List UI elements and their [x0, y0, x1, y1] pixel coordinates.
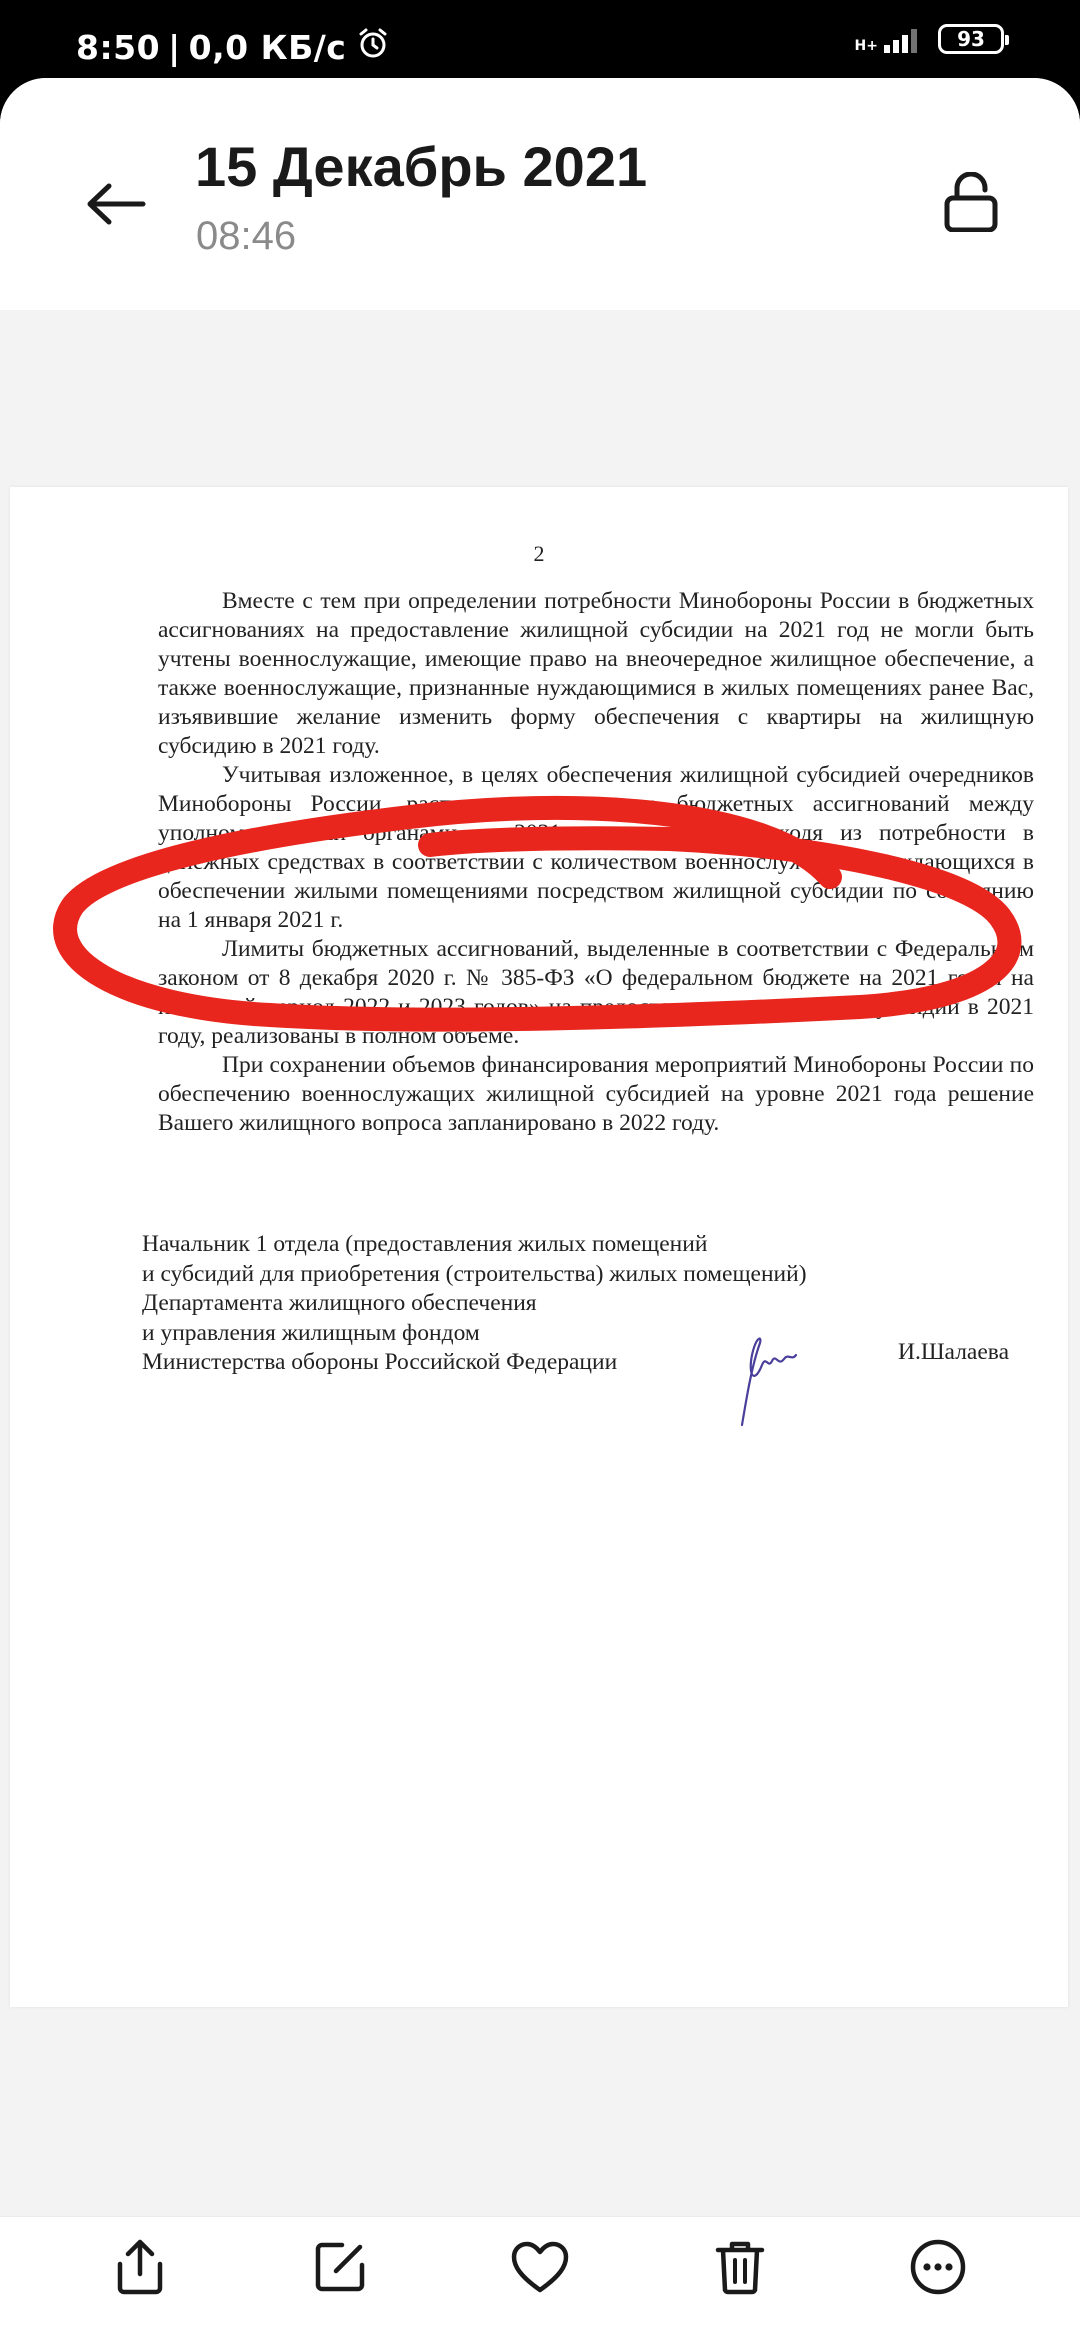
document-content: [10, 487, 1068, 2007]
unlock-icon: [943, 172, 999, 232]
page-title: 15 Декабрь 2021: [195, 135, 648, 198]
more-icon: [908, 2237, 968, 2297]
status-bar: [0, 0, 1080, 80]
status-left: [76, 26, 390, 68]
back-button[interactable]: [80, 168, 152, 240]
status-net-speed: 0,0 КБ/с: [188, 27, 347, 67]
status-separator: |: [168, 27, 181, 67]
paragraph: Лимиты бюджетных ассигнований, выделенные в соответствии с Федеральным законом от 8 декабря 2020 г. № 385-ФЗ «О федеральном бюджете на 2021 год и на плановый период 2022 и 2023 годов» на предоставление жилищных субсидий в 2021 году, реализованы в полном объеме.: [158, 936, 1034, 1049]
alarm-icon: [356, 26, 390, 68]
network-type: H+: [854, 38, 878, 54]
signature-line: и субсидий для приобретения (строительства) жилых помещений): [142, 1260, 807, 1287]
handwritten-signature: [722, 1325, 812, 1435]
back-arrow-icon: [85, 182, 147, 226]
document-page[interactable]: [10, 487, 1068, 2007]
paragraph: Учитывая изложенное, в целях обеспечения жилищной субсидией очередников Минобороны России, распределение лимитов бюджетных ассигнований между уполномоченными органами на 2021 год составлено исходя из потребности в денежных средствах в соответствии с количеством военнослужащих, нуждающихся в обеспечении жилыми помещениями посредством жилищной субсидии по состоянию на 1 января 2021 г.: [158, 762, 1034, 933]
page-subtitle-time: 08:46: [196, 214, 297, 258]
bottom-toolbar: [0, 2216, 1080, 2340]
signature-line: и управления жилищным фондом: [142, 1319, 480, 1346]
edit-icon: [312, 2239, 368, 2295]
signature-line: Начальник 1 отдела (предоставления жилых помещений: [142, 1231, 708, 1257]
delete-button[interactable]: [692, 2217, 788, 2317]
battery-icon: [938, 24, 1004, 54]
paragraph: Вместе с тем при определении потребности Минобороны России в бюджетных ассигнованиях на предоставление жилищной субсидии на 2021 год не могли быть учтены военнослужащие, имеющие право на внеочередное жилищное обеспечение, а также военнослужащие, признанные нуждающимися в жилых помещениях ранее Вас, изъявившие желание изменить форму обеспечения с квартиры на жилищную субсидию в 2021 году.: [158, 588, 1034, 759]
battery-level: 93: [957, 27, 985, 51]
signal-icon: [855, 25, 924, 53]
viewer-sheet: [0, 78, 1080, 2340]
status-time: 8:50: [76, 27, 161, 67]
signature-line: Департамента жилищного обеспечения: [142, 1290, 537, 1316]
share-button[interactable]: [92, 2217, 188, 2317]
status-right: [855, 24, 1004, 54]
document-body: [158, 587, 1034, 1138]
paragraph: При сохранении объемов финансирования мероприятий Минобороны России по обеспечению военнослужащих жилищной субсидией на уровне 2021 года решение Вашего жилищного вопроса запланировано в 2022 году.: [158, 1052, 1034, 1136]
heart-icon: [510, 2240, 570, 2294]
more-button[interactable]: [890, 2217, 986, 2317]
header: [0, 78, 1080, 310]
page-number: 2: [533, 541, 545, 566]
document-viewer[interactable]: [0, 310, 1080, 2216]
lock-button[interactable]: [935, 162, 1007, 242]
share-icon: [112, 2238, 168, 2296]
favorite-button[interactable]: [492, 2217, 588, 2317]
signatory-name: И.Шалаева: [898, 1339, 1009, 1365]
edit-button[interactable]: [292, 2217, 388, 2317]
trash-icon: [714, 2238, 766, 2296]
signature-block: [142, 1230, 807, 1378]
signature-line: Министерства обороны Российской Федерации: [142, 1349, 618, 1375]
